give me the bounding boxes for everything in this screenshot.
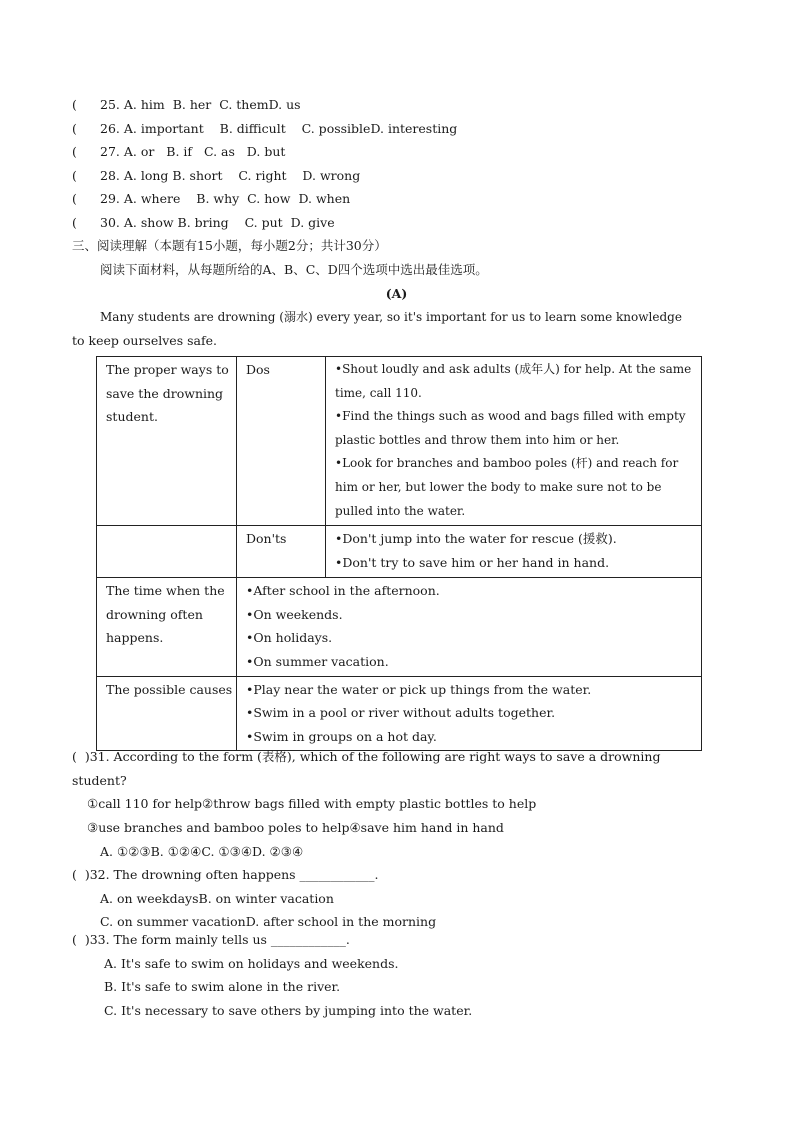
question-33-option-b: B. It's safe to swim alone in the river. (104, 979, 341, 994)
dos-list (326, 357, 702, 526)
question-number: 29. (100, 191, 120, 206)
question-29: ( 29. A. where B. why C. how D. when (72, 191, 351, 206)
passage-intro-line-1: Many students are drowning (溺水) every year, so it's important for us to learn some knowledge (100, 310, 682, 324)
list-item: •Don't jump into the water for rescue (援救). (335, 531, 617, 547)
list-item: •On summer vacation. (246, 653, 389, 669)
answer-paren: ( (72, 867, 85, 882)
question-31-stem (72, 748, 660, 766)
question-options: A. or B. if C. as D. but (123, 144, 286, 159)
passage-intro-line-2: to keep ourselves safe. (72, 333, 217, 348)
question-number: 25. (100, 97, 120, 112)
question-text: )32. The drowning often happens ____________. (84, 867, 379, 882)
list-item: •Shout loudly and ask adults (成年人) for help. At the same time, call 110. (335, 362, 692, 400)
table-row-donts (97, 526, 702, 578)
question-32-stem (72, 866, 379, 884)
question-26: ( 26. A. important B. difficult C. possibleD. interesting (72, 121, 458, 136)
answer-paren: ( (72, 932, 85, 947)
list-item: •After school in the afternoon. (246, 583, 440, 599)
section-instruction: 阅读下面材料，从每题所给的A、B、C、D四个选项中选出最佳选项。 (100, 262, 488, 277)
causes-list (237, 676, 702, 751)
row-label-causes: The possible causes (97, 676, 237, 751)
question-options: A. important B. difficult C. possibleD. interesting (123, 121, 458, 136)
list-item: •Play near the water or pick up things from the water. (246, 681, 592, 697)
question-number: 26. (100, 121, 120, 136)
row-label-empty (97, 526, 237, 578)
time-list (237, 578, 702, 676)
question-31-stem-cont: student? (72, 773, 127, 788)
list-item: •Find the things such as wood and bags filled with empty plastic bottles and throw them into him or her. (335, 409, 686, 447)
question-31-choices-2: ③use branches and bamboo poles to help④save him hand in hand (87, 820, 504, 835)
question-31-options: A. ①②③B. ①②④C. ①③④D. ②③④ (100, 844, 304, 859)
row-sublabel-donts: Don'ts (237, 526, 326, 578)
row-label-time: The time when the drowning often happens. (97, 578, 237, 676)
table-row-proper-ways (97, 357, 702, 526)
question-number: 27. (100, 144, 120, 159)
answer-paren: ( (72, 749, 85, 764)
question-33-option-c: C. It's necessary to save others by jumping into the water. (104, 1003, 473, 1018)
question-number: 30. (100, 215, 120, 230)
question-number: 28. (100, 168, 120, 183)
question-33-option-a: A. It's safe to swim on holidays and weekends. (104, 956, 399, 971)
question-32-options-2: C. on summer vacationD. after school in the morning (100, 914, 437, 929)
question-options: A. show B. bring C. put D. give (123, 215, 335, 230)
question-text: )33. The form mainly tells us ____________. (84, 932, 350, 947)
question-options: A. where B. why C. how D. when (123, 191, 351, 206)
donts-list (326, 526, 702, 578)
list-item: •Swim in a pool or river without adults together. (246, 705, 556, 721)
table-row-causes (97, 676, 702, 751)
question-32-options-1: A. on weekdaysB. on winter vacation (100, 891, 334, 906)
list-item: •Look for branches and bamboo poles (杆) and reach for him or her, but lower the body to make sure not to be pulled into the water. (335, 456, 679, 518)
drowning-safety-form (96, 356, 702, 751)
question-options: A. him B. her C. themD. us (123, 97, 301, 112)
list-item: •Don't try to save him or her hand in hand. (335, 554, 610, 570)
row-sublabel-dos: Dos (237, 357, 326, 526)
row-label-proper-ways: The proper ways to save the drowning student. (97, 357, 237, 526)
question-text: )31. According to the form (表格), which of the following are right ways to save a drowning (84, 749, 661, 764)
list-item: •On holidays. (246, 630, 333, 646)
question-25: ( 25. A. him B. her C. themD. us (72, 97, 301, 112)
passage-label: (A) (385, 286, 408, 301)
section-title: 三、阅读理解（本题有15小题，每小题2分；共计30分） (72, 238, 387, 253)
question-27: ( 27. A. or B. if C. as D. but (72, 144, 286, 159)
table-row-time (97, 578, 702, 676)
question-31-choices-1: ①call 110 for help②throw bags filled with empty plastic bottles to help (87, 796, 537, 811)
question-33-stem (72, 931, 350, 949)
question-options: A. long B. short C. right D. wrong (123, 168, 361, 183)
question-30: ( 30. A. show B. bring C. put D. give (72, 215, 335, 230)
question-28: ( 28. A. long B. short C. right D. wrong (72, 168, 361, 183)
list-item: •Swim in groups on a hot day. (246, 728, 437, 744)
list-item: •On weekends. (246, 606, 343, 622)
